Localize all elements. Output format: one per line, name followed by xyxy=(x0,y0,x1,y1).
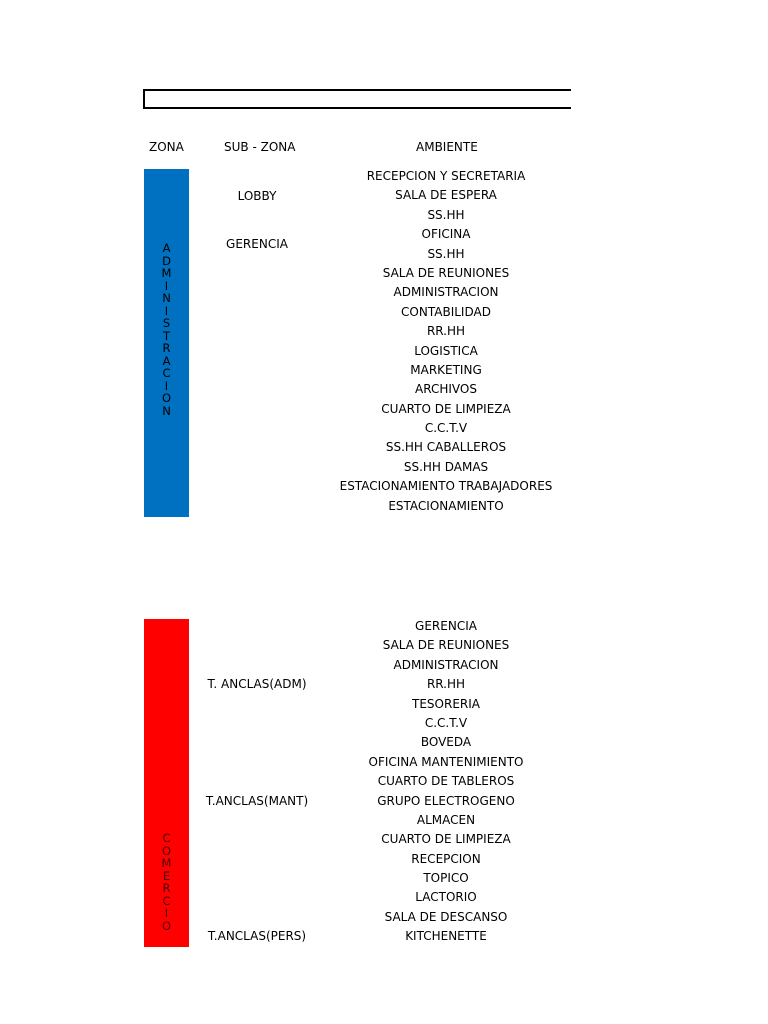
ambiente-item: SS.HH CABALLEROS xyxy=(385,440,507,455)
zone-letter: N xyxy=(162,291,171,305)
sub-zone-t-anclas-pers: T.ANCLAS(PERS) xyxy=(207,929,307,943)
sub-zone-gerencia: GERENCIA xyxy=(226,237,288,251)
sub-zone-t-anclas-mant: T.ANCLAS(MANT) xyxy=(205,794,309,808)
zone-letter: E xyxy=(162,868,171,883)
ambiente-item: CUARTO DE LIMPIEZA xyxy=(381,832,511,847)
zone-letter: I xyxy=(164,906,169,920)
ambiente-list-comercio xyxy=(306,617,586,947)
ambiente-item: RECEPCION xyxy=(411,851,481,866)
ambiente-item: RR.HH xyxy=(426,677,466,692)
header-sub-zona: SUB - ZONA xyxy=(224,140,296,154)
ambiente-item: SALA DE REUNIONES xyxy=(382,638,510,653)
ambiente-item: RR.HH xyxy=(426,324,466,339)
ambiente-item: ADMINISTRACION xyxy=(393,285,499,300)
ambiente-item: ESTACIONAMIENTO xyxy=(388,498,504,513)
header-zona: ZONA xyxy=(149,140,184,154)
ambiente-item: MARKETING xyxy=(410,362,482,377)
ambiente-item: C.C.T.V xyxy=(424,421,468,436)
ambiente-item: CUARTO DE TABLEROS xyxy=(377,774,515,789)
sub-zone-t-anclas-adm: T. ANCLAS(ADM) xyxy=(207,677,307,691)
ambiente-item: ARCHIVOS xyxy=(415,382,477,397)
ambiente-item: ALMACEN xyxy=(416,812,476,827)
ambiente-item: SS.HH xyxy=(427,207,465,222)
ambiente-item: CUARTO DE LIMPIEZA xyxy=(381,401,511,416)
ambiente-item: TOPICO xyxy=(423,871,469,886)
zone-letter: M xyxy=(161,856,172,870)
ambiente-item: OFICINA xyxy=(421,227,471,242)
zone-letter: S xyxy=(162,316,171,330)
zone-letter: C xyxy=(162,893,171,908)
title-frame xyxy=(143,89,571,109)
ambiente-item: GRUPO ELECTROGENO xyxy=(377,793,515,808)
ambiente-item: ADMINISTRACION xyxy=(393,657,499,672)
zone-letter: A xyxy=(162,353,171,368)
ambiente-item: OFICINA MANTENIMIENTO xyxy=(368,754,524,769)
ambiente-item: SS.HH xyxy=(427,246,465,261)
ambiente-item: TESORERIA xyxy=(412,696,480,711)
ambiente-list-administracion xyxy=(306,167,586,516)
zone-letter: O xyxy=(161,918,172,933)
ambiente-item: KITCHENETTE xyxy=(405,929,487,944)
zone-letter: T xyxy=(162,328,171,343)
zone-letter: R xyxy=(162,881,171,895)
ambiente-item: SS.HH DAMAS xyxy=(403,459,489,474)
zone-letter: I xyxy=(164,378,169,393)
ambiente-item: ESTACIONAMIENTO TRABAJADORES xyxy=(339,479,553,494)
ambiente-item: RECEPCION Y SECRETARIA xyxy=(366,169,526,183)
ambiente-item: LOGISTICA xyxy=(414,343,478,358)
ambiente-item: SALA DE ESPERA xyxy=(395,188,497,203)
zone-letter: I xyxy=(164,303,169,318)
zone-letter: C xyxy=(162,831,171,845)
zone-letter: O xyxy=(161,391,172,405)
zone-letter: M xyxy=(161,266,172,280)
zone-letter: O xyxy=(161,843,172,858)
ambiente-item: LACTORIO xyxy=(415,890,477,905)
zone-label-comercio xyxy=(144,832,189,932)
ambiente-item: SALA DE REUNIONES xyxy=(382,265,510,280)
ambiente-item: GERENCIA xyxy=(415,619,477,633)
zone-letter: C xyxy=(162,366,171,380)
sub-zone-lobby: LOBBY xyxy=(237,189,277,203)
ambiente-item: CONTABILIDAD xyxy=(401,304,491,319)
header-ambiente: AMBIENTE xyxy=(416,140,478,154)
ambiente-item: BOVEDA xyxy=(420,735,472,750)
ambiente-item: C.C.T.V xyxy=(424,715,468,730)
zone-letter: N xyxy=(162,403,171,418)
zone-letter: R xyxy=(162,341,171,355)
zone-letter: I xyxy=(164,278,169,293)
zone-letter: D xyxy=(162,253,171,268)
ambiente-item: SALA DE DESCANSO xyxy=(384,909,508,924)
zone-letter: A xyxy=(162,241,171,255)
zone-label-administracion xyxy=(144,242,189,417)
